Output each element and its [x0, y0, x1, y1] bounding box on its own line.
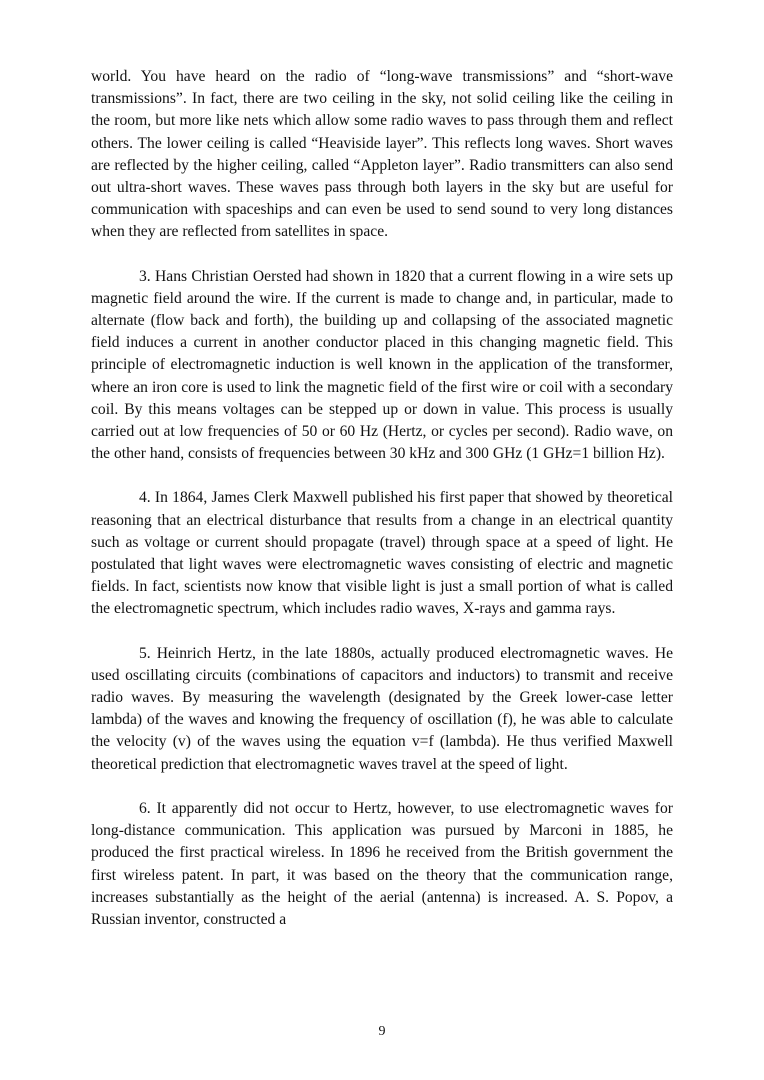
paragraph-6-marconi: 6. It apparently did not occur to Hertz, however, to use electromagnetic waves for long-distance communication. This application was pursued by Marconi in 1885, he produced the first practical wireless. In 1896 he received from the British government the first wireless patent. In part, it was based on the theory that the communication range, increases substantially as the height of the aerial (antenna) is increased. A. S. Popov, a Russian inventor, constructed a — [91, 799, 673, 928]
paragraph-3-oersted: 3. Hans Christian Oersted had shown in 1820 that a current flowing in a wire sets up magnetic field around the wire. If the current is made to change and, in particular, made to alternate (flow back and forth), the building up and collapsing of the associated magnetic field induces a current in another conductor placed in this changing magnetic field. This principle of electromagnetic induction is well known in the application of the transformer, where an iron core is used to link the magnetic field of the first wire or coil with a secondary coil. By this means voltages can be stepped up or down in value. This process is usually carried out at low frequencies of 50 or 60 Hz (Hertz, or cycles per second). Radio wave, on the other hand, consists of frequencies between 30 kHz and 300 GHz (1 GHz=1 billion Hz). — [91, 267, 673, 463]
paragraph-4-maxwell: 4. In 1864, James Clerk Maxwell published his first paper that showed by theoretical reasoning that an electrical disturbance that results from a change in an electrical quantity such as voltage or current should propagate (travel) through space at a speed of light. He postulated that light waves were electromagnetic waves consisting of electric and magnetic fields. In fact, scientists now know that visible light is just a small portion of what is called the electromagnetic spectrum, which includes radio waves, X-rays and gamma rays. — [91, 489, 673, 618]
paragraph-5-hertz: 5. Heinrich Hertz, in the late 1880s, actually produced electromagnetic waves. He used oscillating circuits (combinations of capacitors and inductors) to transmit and receive radio waves. By measuring the wavelength (designated by the Greek lower-case letter lambda) of the waves and knowing the frequency of oscillation (f), he was able to calculate the velocity (v) of the waves using the equation v=f (lambda). He thus verified Maxwell theoretical prediction that electromagnetic waves travel at the speed of light. — [91, 644, 673, 773]
document-page — [91, 66, 673, 953]
page-number: 9 — [378, 1024, 386, 1039]
paragraph-continuation: world. You have heard on the radio of “long-wave transmissions” and “short-wave transmissions”. In fact, there are two ceiling in the sky, not solid ceiling like the ceiling in the room, but more like nets which allow some radio waves to pass through them and reflect others. The lower ceiling is called “Heaviside layer”. This reflects long waves. Short waves are reflected by the higher ceiling, called “Appleton layer”. Radio transmitters can also send out ultra-short waves. These waves pass through both layers in the sky but are useful for communication with spaceships and can even be used to send sound to very long distances when they are reflected from satellites in space. — [91, 68, 673, 241]
